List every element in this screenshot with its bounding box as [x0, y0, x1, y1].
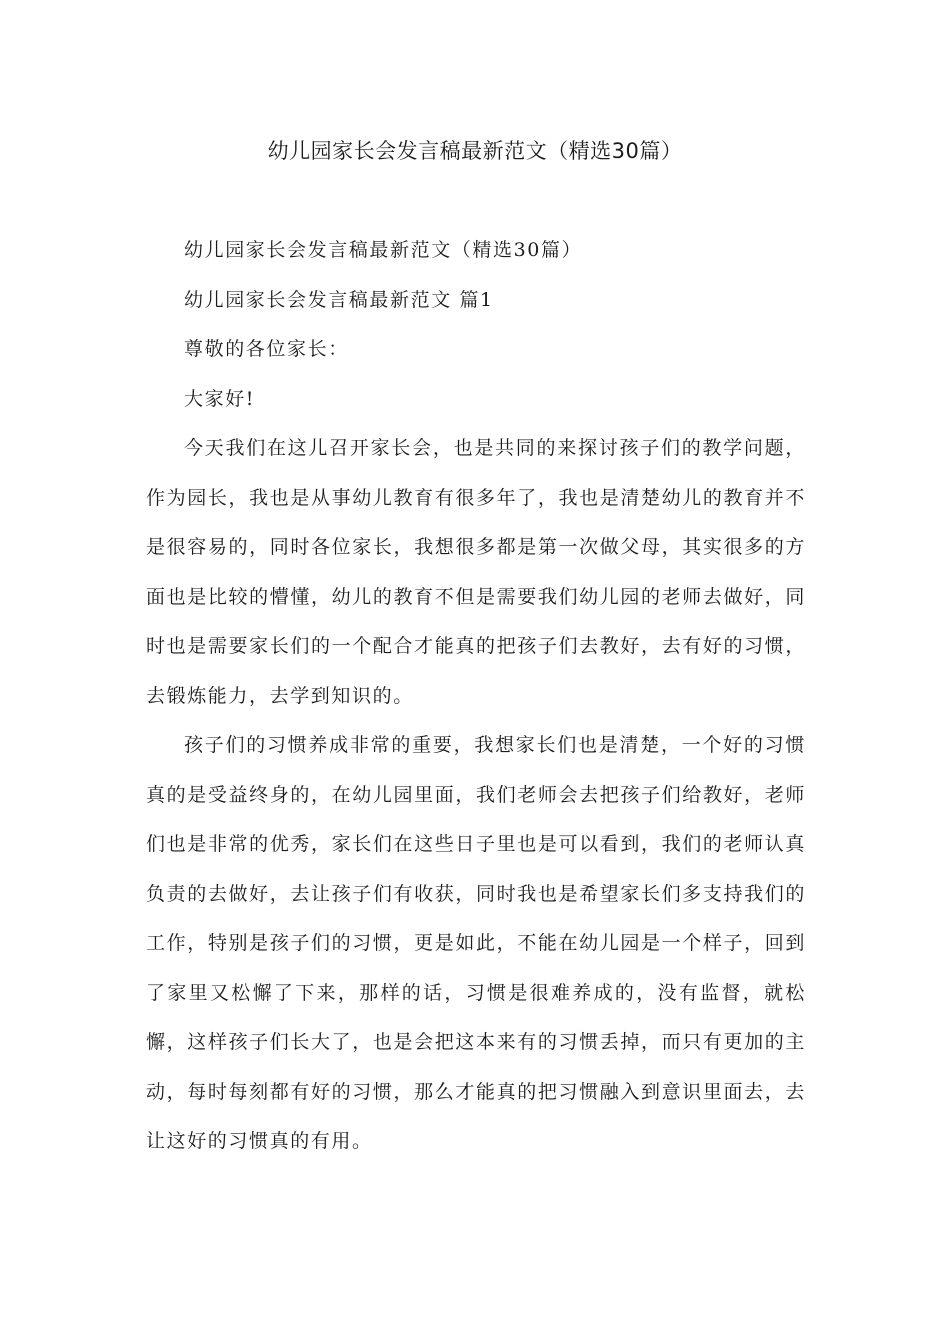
body-paragraph: 今天我们在这儿召开家长会，也是共同的来探讨孩子们的教学问题，作为园长，我也是从事幼儿教育有很多年了，我也是清楚幼儿的教育并不是很容易的，同时各位家长，我想很多都是第一次做父母，其实很多的方面也是比较的懵懂，幼儿的教育不但是需要我们幼儿园的老师去做好，同时也是需要家长们的一个配合才能真的把孩子们去教好，去有好的习惯，去锻炼能力，去学到知识的。: [146, 437, 806, 707]
document-body: [146, 226, 806, 1167]
document-title: 幼儿园家长会发言稿最新范文（精选30篇）: [267, 139, 683, 163]
body-paragraph-repeat-title: 幼儿园家长会发言稿最新范文（精选30篇）: [184, 239, 583, 261]
body-paragraph: 孩子们的习惯养成非常的重要，我想家长们也是清楚，一个好的习惯真的是受益终身的，在幼儿园里面，我们老师会去把孩子们给教好，老师们也是非常的优秀，家长们在这些日子里也是可以看到，我们的老师认真负责的去做好，去让孩子们有收获，同时我也是希望家长们多支持我们的工作，特别是孩子们的习惯，更是如此，不能在幼儿园是一个样子，回到了家里又松懈了下来，那样的话，习惯是很难养成的，没有监督，就松懈，这样孩子们长大了，也是会把这本来有的习惯丢掉，而只有更加的主动，每时每刻都有好的习惯，那么才能真的把习惯融入到意识里面去，去让这好的习惯真的有用。: [146, 734, 806, 1152]
body-paragraph-salutation: 尊敬的各位家长：: [184, 338, 349, 360]
body-paragraph-section-heading: 幼儿园家长会发言稿最新范文 篇1: [184, 288, 494, 311]
body-paragraph-greeting: 大家好!: [184, 387, 256, 410]
